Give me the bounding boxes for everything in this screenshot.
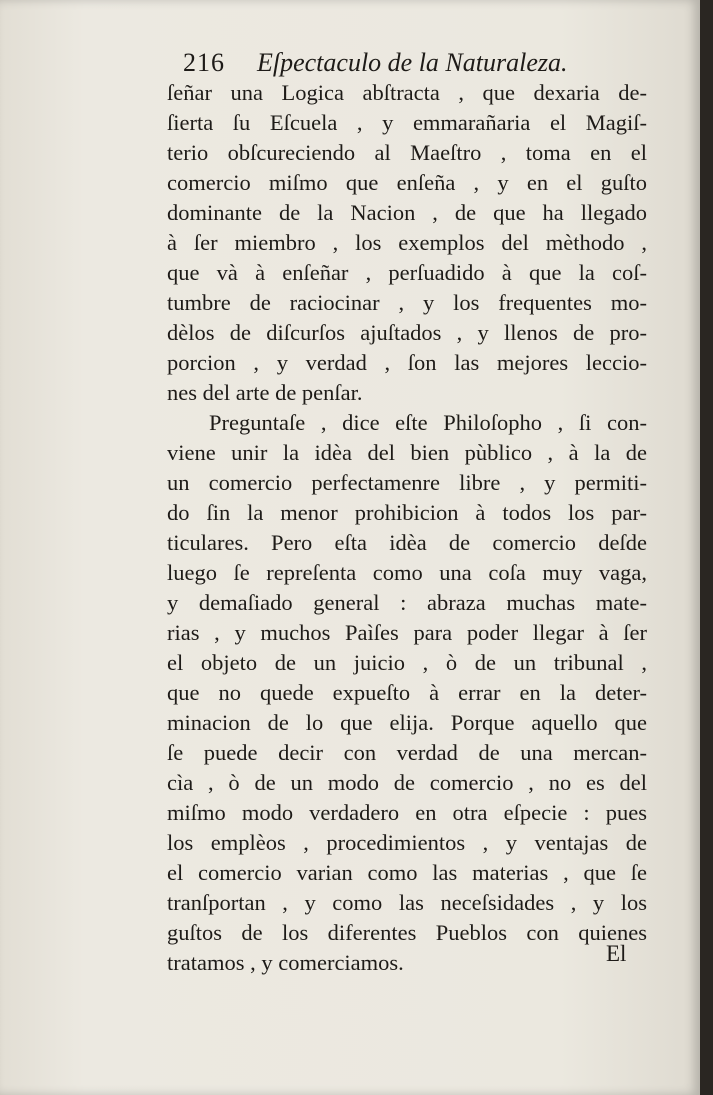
text-line: rias , y muchos Paìſes para poder llegar à ſer xyxy=(167,620,647,645)
text-line: ſierta ſu Eſcuela , y emmarañaria el Magiſ- xyxy=(167,110,647,135)
text-line: guſtos de los diferentes Pueblos con quienes xyxy=(167,920,647,945)
page-number: 216 xyxy=(183,48,225,77)
text-line: el comercio varian como las materias , que ſe xyxy=(167,860,647,885)
text-line: ſeñar una Logica abſtracta , que dexaria de- xyxy=(167,80,647,105)
text-line: nes del arte de penſar. xyxy=(167,380,363,405)
text-line: tranſportan , y como las neceſsidades , y los xyxy=(167,890,647,915)
text-line: viene unir la idèa del bien pùblico , à la de xyxy=(167,440,647,465)
page-header xyxy=(183,48,613,80)
text-line: miſmo modo verdadero en otra eſpecie : pues xyxy=(167,800,647,825)
text-line: luego ſe repreſenta como una coſa muy vaga, xyxy=(167,560,647,585)
text-line: que no quede expueſto à errar en la deter- xyxy=(167,680,647,705)
text-line: do ſin la menor prohibicion à todos los par- xyxy=(167,500,647,525)
text-line: Preguntaſe , dice eſte Philoſopho , ſi con- xyxy=(209,410,647,435)
text-line: tratamos , y comerciamos. xyxy=(167,950,404,975)
text-line: cìa , ò de un modo de comercio , no es del xyxy=(167,770,647,795)
text-line: tumbre de raciocinar , y los frequentes mo- xyxy=(167,290,647,315)
text-line: comercio miſmo que enſeña , y en el guſto xyxy=(167,170,647,195)
text-line: porcion , y verdad , ſon las mejores leccio- xyxy=(167,350,647,375)
text-line: que và à enſeñar , perſuadido à que la coſ- xyxy=(167,260,647,285)
text-line: terio obſcureciendo al Maeſtro , toma en el xyxy=(167,140,647,165)
text-line: à ſer miembro , los exemplos del mèthodo , xyxy=(167,230,647,255)
text-line: y demaſiado general : abraza muchas mate- xyxy=(167,590,647,615)
text-line: ſe puede decir con verdad de una mercan- xyxy=(167,740,647,765)
text-line: el objeto de un juicio , ò de un tribunal , xyxy=(167,650,647,675)
text-line: dominante de la Nacion , de que ha llegado xyxy=(167,200,647,225)
text-line: dèlos de diſcurſos ajuſtados , y llenos de pro- xyxy=(167,320,647,345)
text-line: los emplèos , procedimientos , y ventajas de xyxy=(167,830,647,855)
catchword: El xyxy=(606,941,627,966)
text-line: minacion de lo que elija. Porque aquello que xyxy=(167,710,647,735)
text-line: ticulares. Pero eſta idèa de comercio deſde xyxy=(167,530,647,555)
running-title: Eſpectaculo de la Naturaleza. xyxy=(257,48,568,77)
text-line: un comercio perfectamenre libre , y permiti- xyxy=(167,470,647,495)
